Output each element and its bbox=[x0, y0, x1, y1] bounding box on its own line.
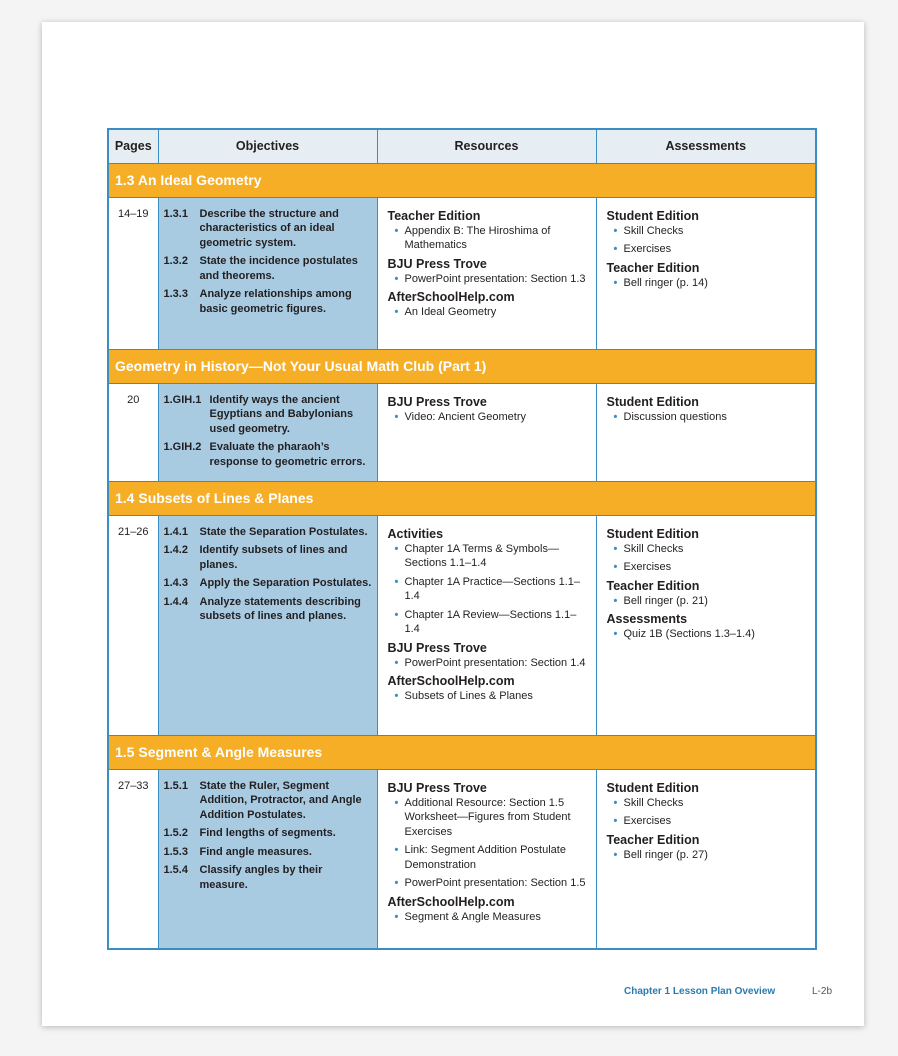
pages-cell: 21–26 bbox=[108, 515, 158, 735]
assessments-heading: Teacher Edition bbox=[606, 578, 700, 593]
section-row bbox=[108, 163, 816, 197]
list-item bbox=[607, 627, 808, 642]
objective-text: Describe the structure and characteristics of an ideal geometric system. bbox=[199, 207, 339, 249]
list-item bbox=[388, 272, 588, 287]
list-item-text: Bell ringer (p. 27) bbox=[623, 848, 708, 861]
list-item bbox=[388, 656, 588, 671]
bullet-icon: • bbox=[394, 306, 399, 318]
objective-number: 1.4.1 bbox=[163, 525, 188, 538]
bullet-icon: • bbox=[613, 561, 618, 573]
objective-number: 1.4.3 bbox=[163, 577, 188, 589]
list-item bbox=[607, 542, 808, 557]
list-item-text: Skill Checks bbox=[623, 796, 684, 809]
objective-number: 1.5.3 bbox=[163, 845, 188, 858]
list-item bbox=[388, 224, 588, 253]
pages-cell: 14–19 bbox=[108, 197, 158, 349]
resources-heading: BJU Press Trove bbox=[387, 394, 487, 409]
section-title: 1.3 An Ideal Geometry bbox=[108, 163, 816, 197]
list-item bbox=[607, 814, 808, 829]
list-item bbox=[607, 242, 808, 257]
resources-cell bbox=[377, 515, 596, 735]
objective-number: 1.GIH.2 bbox=[163, 441, 202, 453]
list-item bbox=[388, 608, 588, 637]
list-item-text: Skill Checks bbox=[623, 224, 684, 237]
objective-item bbox=[164, 393, 372, 437]
header-row bbox=[108, 129, 816, 163]
assessments-heading: Student Edition bbox=[606, 394, 699, 409]
objective-item bbox=[164, 440, 372, 469]
list-item-text: Quiz 1B (Sections 1.3–1.4) bbox=[623, 628, 755, 640]
header-resources: Resources bbox=[377, 129, 596, 163]
objective-text: State the Separation Postulates. bbox=[199, 525, 368, 538]
assessments-heading: Teacher Edition bbox=[606, 260, 700, 275]
list-item-text: Exercises bbox=[623, 243, 672, 255]
objective-text: Find lengths of segments. bbox=[199, 827, 336, 839]
list-item bbox=[388, 305, 588, 320]
objective-text: Find angle measures. bbox=[199, 845, 312, 858]
bullet-icon: • bbox=[394, 575, 399, 588]
objective-number: 1.5.4 bbox=[163, 864, 188, 876]
list-item-text: Link: Segment Addition Postulate Demonstration bbox=[404, 844, 566, 871]
pages-cell: 20 bbox=[108, 383, 158, 481]
objective-item bbox=[164, 826, 372, 841]
resources-heading: BJU Press Trove bbox=[387, 640, 487, 655]
bullet-icon: • bbox=[394, 844, 399, 856]
objectives-cell bbox=[158, 515, 377, 735]
header-pages: Pages bbox=[108, 129, 158, 163]
bullet-icon: • bbox=[394, 272, 399, 285]
assessments-heading: Student Edition bbox=[606, 526, 699, 541]
section-title: 1.5 Segment & Angle Measures bbox=[108, 735, 816, 769]
resources-heading: Activities bbox=[387, 526, 444, 541]
lesson-row bbox=[108, 197, 816, 349]
bullet-icon: • bbox=[613, 796, 618, 809]
assessments-heading: Student Edition bbox=[606, 208, 699, 223]
list-item-text: Chapter 1A Terms & Symbols—Sections 1.1–1.4 bbox=[404, 542, 559, 569]
objective-number: 1.5.1 bbox=[163, 779, 188, 792]
resources-cell bbox=[377, 769, 596, 949]
objectives-cell bbox=[158, 383, 377, 481]
objective-item bbox=[164, 863, 372, 892]
resources-heading: BJU Press Trove bbox=[387, 780, 487, 795]
bullet-icon: • bbox=[613, 542, 618, 555]
section-title: 1.4 Subsets of Lines & Planes bbox=[108, 481, 816, 515]
list-item bbox=[388, 410, 588, 425]
bullet-icon: • bbox=[394, 910, 399, 923]
list-item-text: Skill Checks bbox=[623, 542, 684, 555]
assessments-heading: Teacher Edition bbox=[606, 832, 700, 847]
list-item-text: Appendix B: The Hiroshima of Mathematics bbox=[404, 224, 551, 251]
list-item-text: Exercises bbox=[623, 815, 672, 827]
list-item-text: Subsets of Lines & Planes bbox=[404, 690, 533, 702]
objective-number: 1.3.3 bbox=[163, 288, 188, 300]
page-number: L-2b bbox=[812, 986, 833, 997]
assessments-cell bbox=[596, 515, 816, 735]
assessments-cell bbox=[596, 383, 816, 481]
objective-number: 1.4.4 bbox=[163, 595, 188, 608]
objective-text: Apply the Separation Postulates. bbox=[199, 577, 372, 589]
list-item bbox=[388, 796, 588, 840]
list-item-text: PowerPoint presentation: Section 1.5 bbox=[404, 877, 586, 889]
bullet-icon: • bbox=[394, 410, 399, 423]
objective-item bbox=[164, 845, 372, 860]
resources-heading: Teacher Edition bbox=[387, 208, 481, 223]
list-item bbox=[607, 848, 808, 863]
list-item-text: Video: Ancient Geometry bbox=[404, 410, 526, 423]
section-row bbox=[108, 735, 816, 769]
document-page bbox=[42, 22, 864, 1026]
objective-text: Identify ways the ancient Egyptians and Babylonians used geometry. bbox=[209, 393, 354, 435]
footer-title: Chapter 1 Lesson Plan Oveview bbox=[624, 986, 776, 997]
objective-item bbox=[164, 525, 372, 540]
objective-item bbox=[164, 287, 372, 316]
resources-heading: AfterSchoolHelp.com bbox=[387, 894, 515, 909]
bullet-icon: • bbox=[613, 224, 618, 237]
bullet-icon: • bbox=[394, 656, 399, 669]
objective-text: State the Ruler, Segment Addition, Protractor, and Angle Addition Postulates. bbox=[199, 779, 362, 821]
resources-heading: BJU Press Trove bbox=[387, 256, 487, 271]
bullet-icon: • bbox=[394, 690, 399, 702]
objective-number: 1.5.2 bbox=[163, 827, 188, 839]
objectives-cell bbox=[158, 197, 377, 349]
resources-cell bbox=[377, 383, 596, 481]
list-item bbox=[388, 910, 588, 925]
bullet-icon: • bbox=[394, 224, 399, 237]
list-item bbox=[607, 560, 808, 575]
list-item bbox=[607, 594, 808, 609]
list-item-text: An Ideal Geometry bbox=[404, 306, 497, 318]
resources-heading: AfterSchoolHelp.com bbox=[387, 290, 515, 304]
list-item-text: Exercises bbox=[623, 561, 672, 573]
objective-text: Analyze relationships among basic geometric figures. bbox=[199, 288, 352, 315]
bullet-icon: • bbox=[613, 243, 618, 255]
list-item-text: Segment & Angle Measures bbox=[404, 910, 541, 923]
header-objectives: Objectives bbox=[158, 129, 377, 163]
section-row bbox=[108, 481, 816, 515]
list-item-text: PowerPoint presentation: Section 1.3 bbox=[404, 272, 586, 285]
bullet-icon: • bbox=[394, 542, 399, 555]
objective-text: Classify angles by their measure. bbox=[199, 864, 323, 891]
list-item bbox=[388, 876, 588, 891]
objective-text: Evaluate the pharaoh’s response to geometric errors. bbox=[209, 441, 366, 468]
lesson-row bbox=[108, 515, 816, 735]
list-item bbox=[388, 689, 588, 704]
lesson-plan-table bbox=[107, 128, 817, 950]
bullet-icon: • bbox=[613, 276, 618, 289]
bullet-icon: • bbox=[613, 410, 618, 423]
objective-item bbox=[164, 207, 372, 251]
list-item-text: Chapter 1A Practice—Sections 1.1–1.4 bbox=[404, 575, 580, 602]
objective-item bbox=[164, 543, 372, 572]
header-assessments: Assessments bbox=[596, 129, 816, 163]
list-item bbox=[388, 542, 588, 571]
section-row bbox=[108, 349, 816, 383]
bullet-icon: • bbox=[613, 628, 618, 640]
list-item bbox=[388, 843, 588, 872]
bullet-icon: • bbox=[613, 594, 618, 607]
lesson-row bbox=[108, 769, 816, 949]
objective-item bbox=[164, 779, 372, 823]
resources-heading: AfterSchoolHelp.com bbox=[387, 674, 515, 688]
list-item-text: Chapter 1A Review—Sections 1.1–1.4 bbox=[404, 608, 577, 635]
list-item-text: PowerPoint presentation: Section 1.4 bbox=[404, 656, 586, 669]
bullet-icon: • bbox=[613, 815, 618, 827]
list-item bbox=[388, 575, 588, 604]
resources-cell bbox=[377, 197, 596, 349]
bullet-icon: • bbox=[394, 877, 399, 889]
bullet-icon: • bbox=[394, 608, 399, 621]
assessments-heading: Student Edition bbox=[606, 780, 699, 795]
list-item-text: Additional Resource: Section 1.5 Worksheet—Figures from Student Exercises bbox=[404, 796, 571, 838]
objective-number: 1.3.1 bbox=[163, 207, 188, 220]
pages-cell: 27–33 bbox=[108, 769, 158, 949]
assessments-cell bbox=[596, 197, 816, 349]
objective-item bbox=[164, 595, 372, 624]
objective-text: State the incidence postulates and theorems. bbox=[199, 255, 358, 282]
lesson-row bbox=[108, 383, 816, 481]
objective-text: Analyze statements describing subsets of lines and planes. bbox=[199, 595, 361, 622]
objective-number: 1.3.2 bbox=[163, 255, 188, 267]
list-item-text: Bell ringer (p. 21) bbox=[623, 594, 708, 607]
list-item bbox=[607, 410, 808, 425]
objectives-cell bbox=[158, 769, 377, 949]
objective-item bbox=[164, 254, 372, 283]
assessments-cell bbox=[596, 769, 816, 949]
objective-text: Identify subsets of lines and planes. bbox=[199, 544, 348, 571]
section-title: Geometry in History—Not Your Usual Math Club (Part 1) bbox=[108, 349, 816, 383]
objective-number: 1.4.2 bbox=[163, 544, 188, 556]
list-item bbox=[607, 796, 808, 811]
objective-number: 1.GIH.1 bbox=[163, 393, 202, 406]
list-item bbox=[607, 224, 808, 239]
list-item bbox=[607, 276, 808, 291]
list-item-text: Bell ringer (p. 14) bbox=[623, 276, 708, 289]
bullet-icon: • bbox=[613, 848, 618, 861]
assessments-heading: Assessments bbox=[606, 612, 688, 626]
bullet-icon: • bbox=[394, 796, 399, 809]
list-item-text: Discussion questions bbox=[623, 410, 727, 423]
objective-item bbox=[164, 576, 372, 591]
